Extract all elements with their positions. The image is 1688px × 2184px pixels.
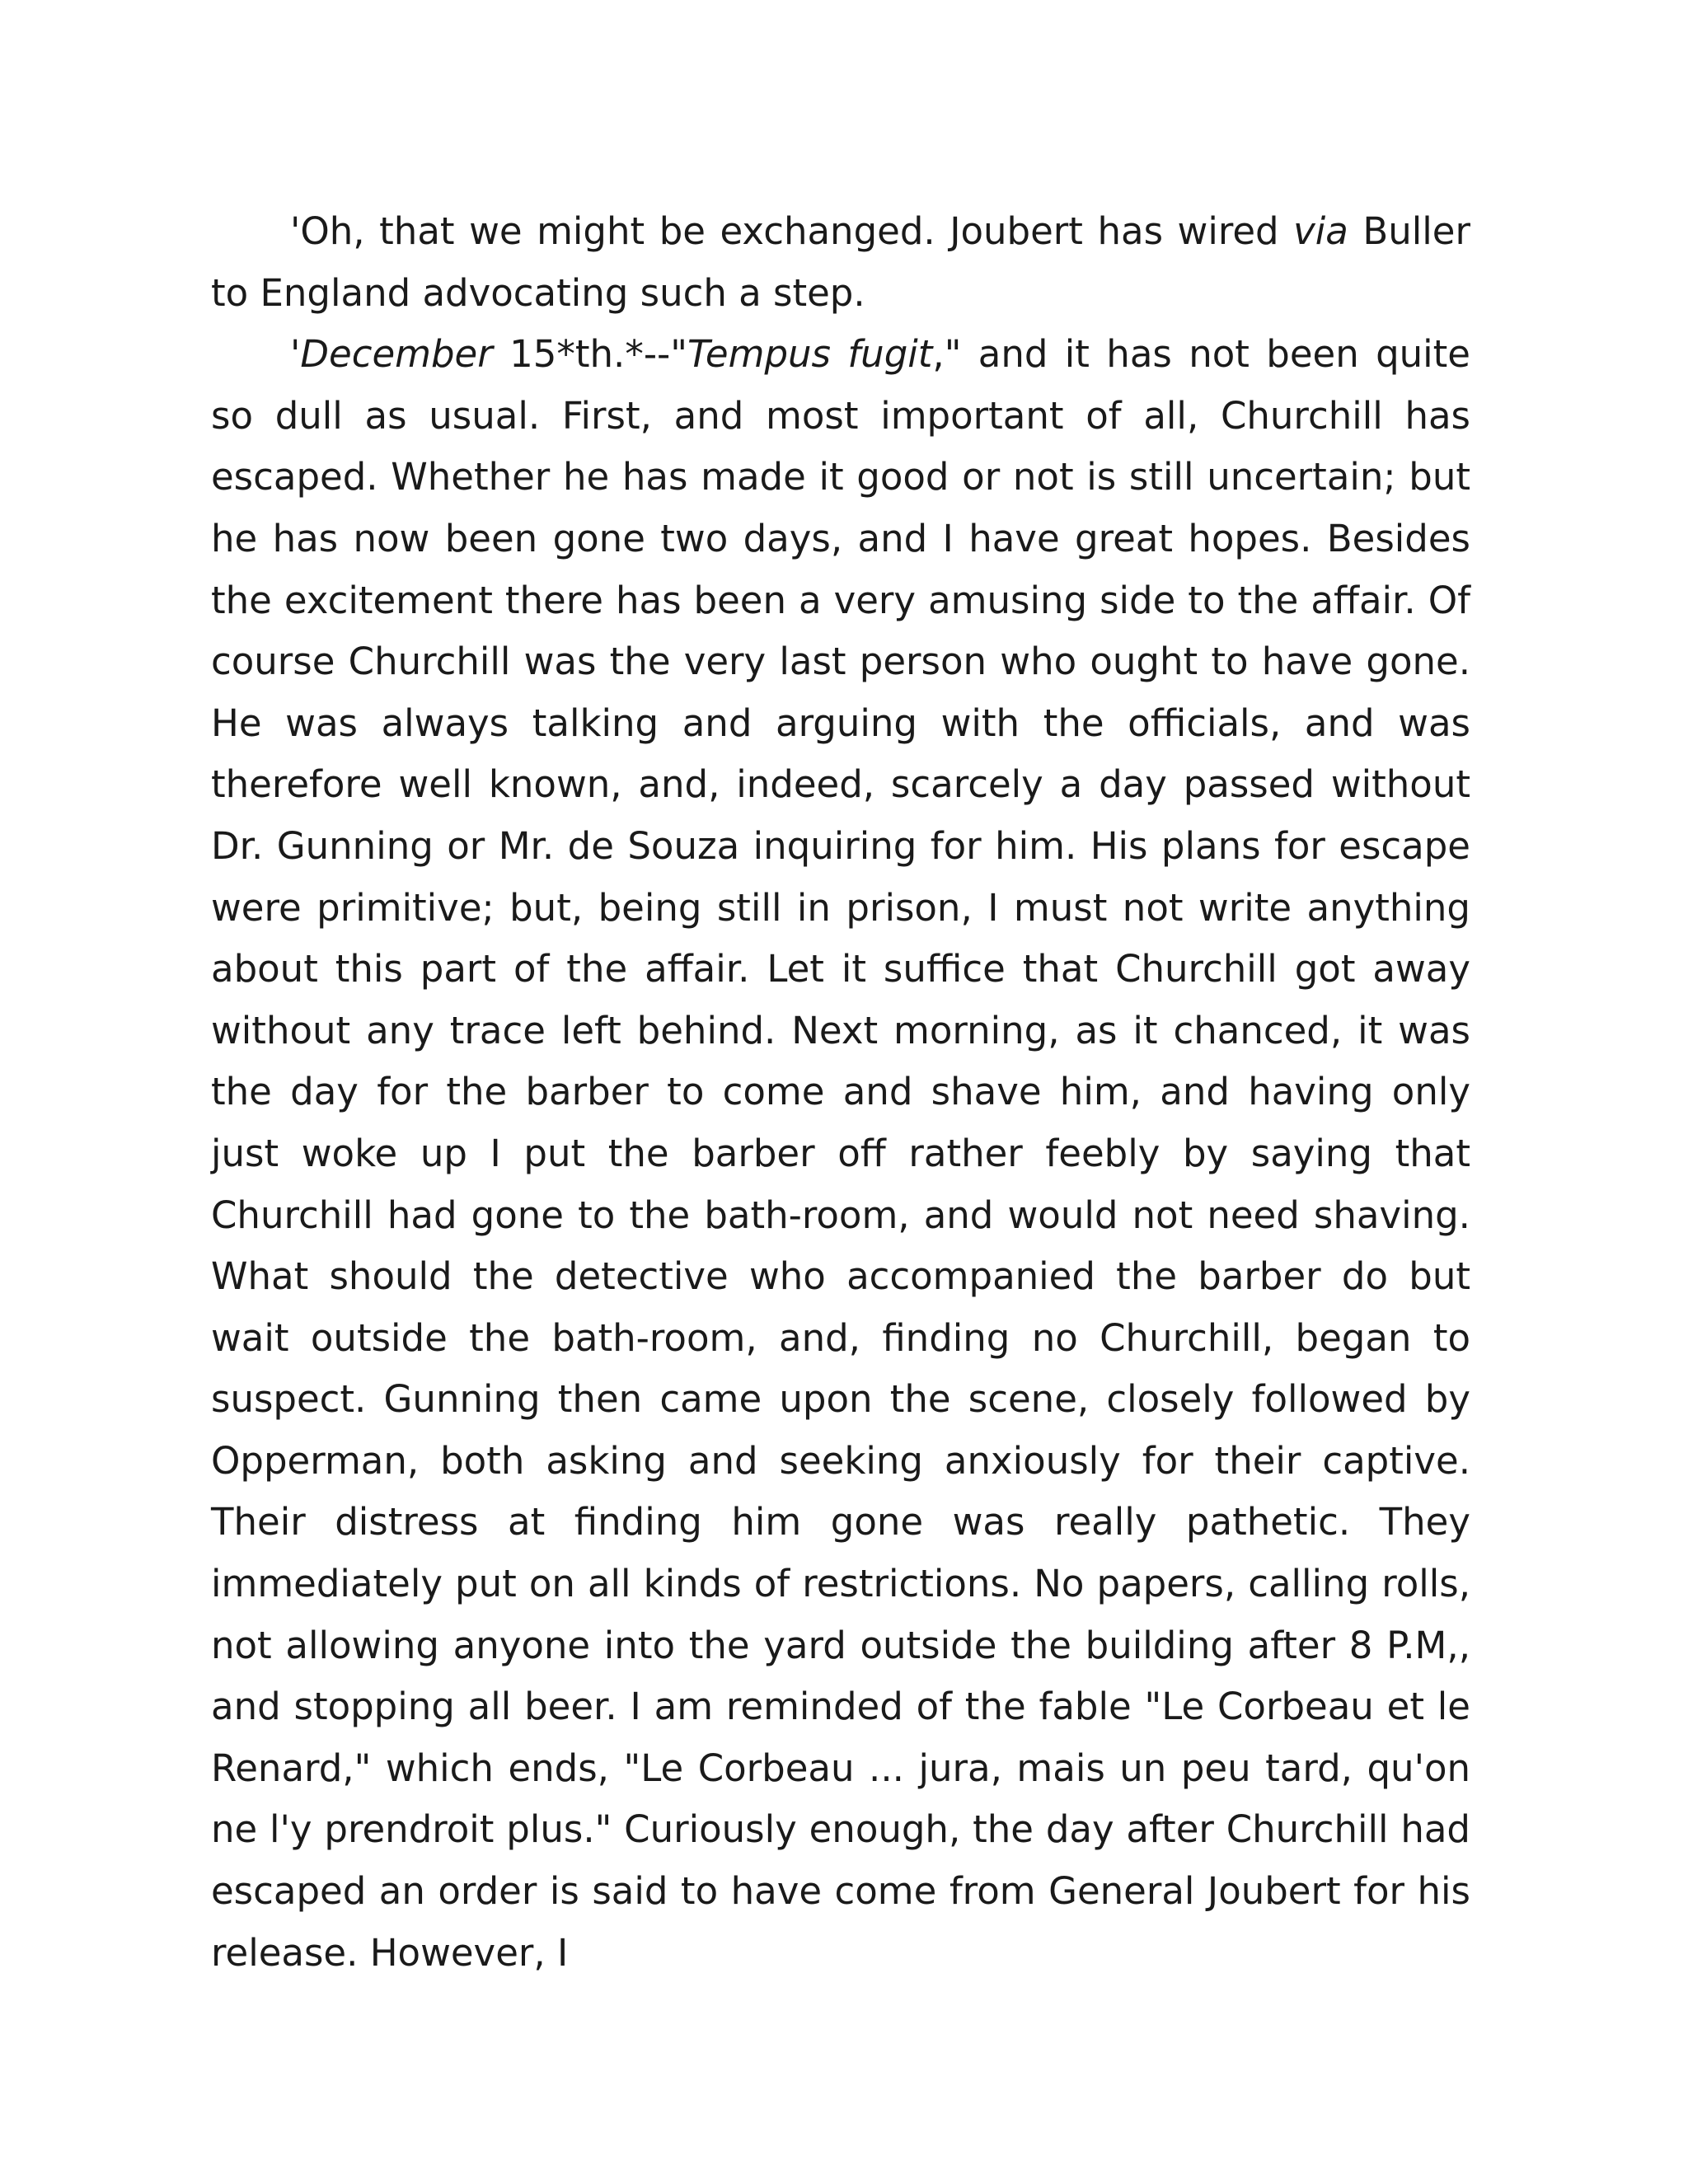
italic-date: December [300, 332, 493, 377]
italic-phrase: Tempus fugit [687, 332, 933, 377]
paragraph-december-15 [211, 324, 1470, 1984]
paragraph-exchange [211, 201, 1470, 324]
paragraph-text: 'Oh, that we might be exchanged. Joubert has wired [290, 209, 1294, 253]
paragraph-text: Buller to England advocating such a step. [211, 209, 1470, 315]
paragraph-text: ," and it has not been quite so dull as usual. First, and most important of all, Churchill has escaped. Whether he has made it good or not is still uncertain; but he has now been gone two days, and I have great hopes. Besides the excitement there has been a very amusing side to the affair. Of course Churchill was the very last person who ought to have gone. He was always talking and arguing with the officials, and was therefore well known, and, indeed, scarcely a day passed without Dr. Gunning or Mr. de Souza inquiring for him. His plans for escape were primitive; but, being still in prison, I must not write anything about this part of the affair. Let it suffice that Churchill got away without any trace left behind. Next morning, as it chanced, it was the day for the barber to come and shave him, and having only just woke up I put the barber off rather feebly by saying that Churchill had gone to the bath-room, and would not need shaving. What should the detective who accompanied the barber do but wait outside the bath-room, and, finding no Churchill, began to suspect. Gunning then came upon the scene, closely followed by Opperman, both asking and seeking anxiously for their captive. Their distress at finding him gone was really pathetic. They immediately put on all kinds of restrictions. No papers, calling rolls, not allowing anyone into the yard outside the building after 8 P.M,, and stopping all beer. I am reminded of the fable "Le Corbeau et le Renard," which ends, "Le Corbeau ... jura, mais un peu tard, qu'on ne l'y prendroit plus." Curiously enough, the day after Churchill had escaped an order is said to have come from General Joubert for his release. However, I [211, 332, 1470, 1975]
italic-word: via [1293, 209, 1348, 253]
paragraph-text: 15*th.*--" [492, 332, 687, 377]
paragraph-text: ' [290, 332, 301, 377]
body-text [211, 201, 1470, 1984]
